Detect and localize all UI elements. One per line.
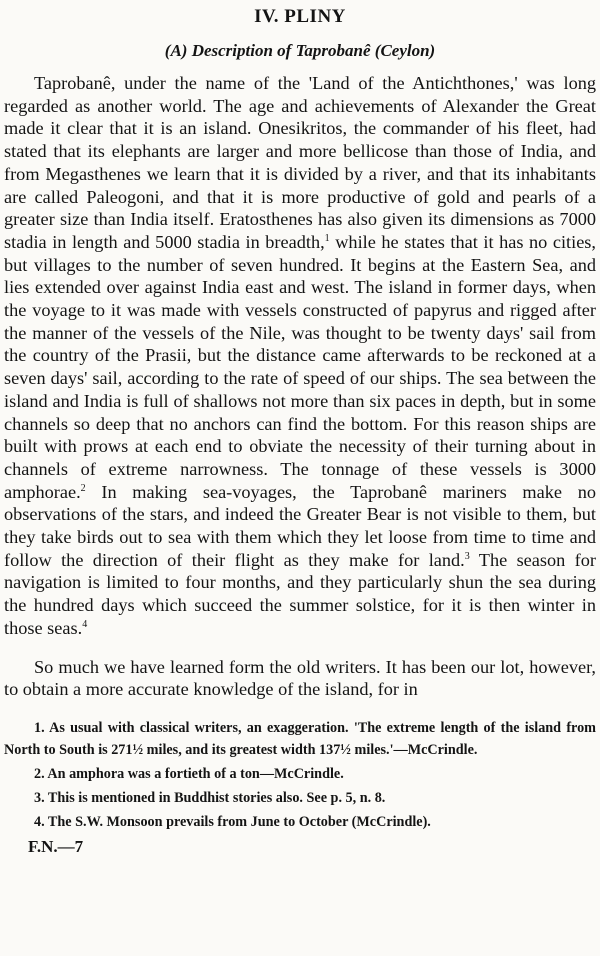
footnote-3: 3. This is mentioned in Buddhist stories also. See p. 5, n. 8. bbox=[34, 789, 386, 806]
footnote-ref-3: 3 bbox=[464, 550, 470, 562]
footnote-1: 1. As usual with classical writers, an exaggeration. 'The extreme length of the island from North to South is 271½ miles, and its greatest width 137½ miles.'—McCrindle. bbox=[4, 719, 596, 758]
section-label: (A) bbox=[164, 41, 188, 60]
paragraph-1-segment-4: The season for navigation is limited to four months, and they particularly shun the sea during the hundred days which succeed the summer solstice, for it is then winter in those seas. bbox=[4, 549, 596, 638]
footnote-ref-1: 1 bbox=[324, 232, 330, 244]
body-paragraph-2: So much we have learned form the old writers. It has been our lot, however, to obtain a more accurate knowledge of the island, for in bbox=[4, 656, 596, 700]
paragraph-1-segment-2: while he states that it has no cities, but villages to the number of seven hundred. It begins at the Eastern Sea, and lies extended over against India east and west. The island in former days, when the voyage to it was made with vessels constructed of papyrus and rigged after the manner of the vessels of the Nile, was thought to be twenty days' sail from the country of the Prasii, but the distance came afterwards to be reckoned at a seven days' sail, according to the rate of speed of our ships. The sea between the island and India is full of shallows not more than six paces in depth, but in some channels so deep that no anchors can find the bottom. For this reason ships are built with prows at each end to obviate the necessity of their turning about in channels of extreme narrowness. The tonnage of these vessels is 3000 amphorae. bbox=[4, 231, 596, 502]
footnote-ref-4: 4 bbox=[82, 618, 88, 630]
body-paragraph-1 bbox=[4, 72, 596, 640]
chapter-title: IV. PLINY bbox=[254, 6, 346, 27]
section-title-text: Description of Taprobanê bbox=[191, 41, 371, 60]
printer-signature: F.N.—7 bbox=[28, 836, 84, 856]
footnote-ref-2: 2 bbox=[80, 482, 86, 494]
section-title bbox=[4, 34, 596, 66]
paragraph-1-segment-1: Taprobanê, under the name of the 'Land of the Antichthones,' was long regarded as another world. The age and achievements of Alexander the Great made it clear that it is an island. Onesikritos, the commander of his fleet, had stated that its elephants are larger and more bellicose than those of India, and from Megasthenes we learn that it is divided by a river, and that its inhabitants are called Paleogoni, and that it is more productive of gold and pearls of a greater size than India itself. Eratosthenes has also given its dimensions as 7000 stadia in length and 5000 stadia in breadth, bbox=[4, 73, 596, 252]
footnotes bbox=[4, 717, 596, 833]
footnote-4: 4. The S.W. Monsoon prevails from June to October (McCrindle). bbox=[34, 813, 431, 830]
paragraph-1-segment-3: In making sea-voyages, the Taprobanê mariners make no observations of the stars, and indeed the Greater Bear is not visible to them, but they take birds out to sea with them which they let loose from time to time and follow the direction of their flight as they make for land. bbox=[4, 481, 596, 570]
section-subtitle: (Ceylon) bbox=[374, 41, 436, 60]
footnote-2: 2. An amphora was a fortieth of a ton—McCrindle. bbox=[34, 765, 344, 782]
